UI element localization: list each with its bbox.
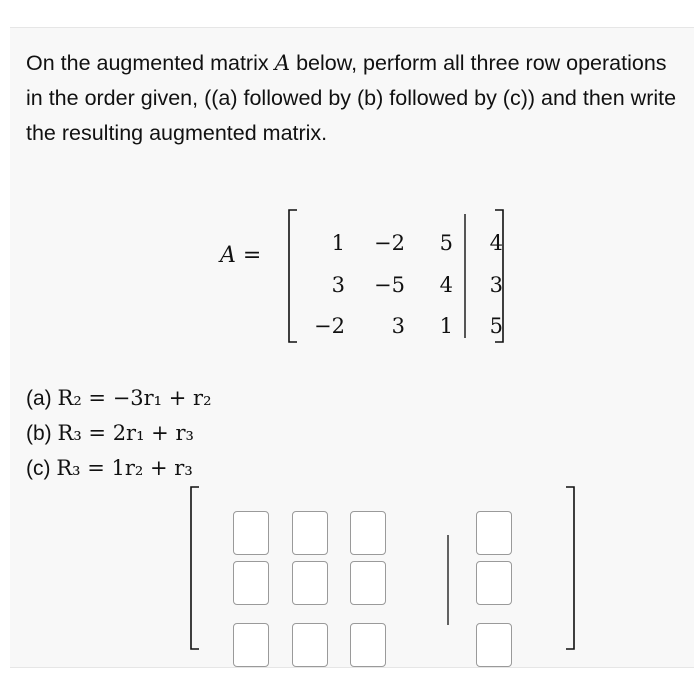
question-card — [10, 27, 694, 668]
matrix-cell: 4 — [439, 273, 453, 297]
matrix-cell: 3 — [391, 314, 405, 338]
answer-input-r3-c2[interactable] — [292, 623, 328, 667]
answer-input-r3-c4[interactable] — [476, 623, 512, 667]
row-operations — [26, 381, 212, 486]
matrix-cell: 4 — [489, 231, 503, 255]
operation-expr: R₃ = 1r₂ + r₃ — [56, 456, 193, 480]
operation-expr: R₃ = 2r₁ + r₃ — [57, 421, 194, 445]
operation-expr: R₂ = −3r₁ + r₂ — [57, 386, 212, 410]
augmented-matrix — [287, 208, 507, 344]
answer-input-r1-c4[interactable] — [476, 511, 512, 555]
answer-input-r1-c1[interactable] — [233, 511, 269, 555]
answer-input-r1-c3[interactable] — [350, 511, 386, 555]
matrix-cell: 1 — [439, 314, 453, 338]
answer-input-r2-c3[interactable] — [350, 561, 386, 605]
matrix-cell: 3 — [331, 273, 345, 297]
answer-input-r2-c1[interactable] — [233, 561, 269, 605]
answer-input-r1-c2[interactable] — [292, 511, 328, 555]
matrix-cell: 5 — [489, 314, 503, 338]
operation-tag: (a) — [26, 387, 52, 410]
matrix-cell: −2 — [374, 231, 405, 255]
operation-b — [26, 416, 212, 451]
answer-input-r3-c1[interactable] — [233, 623, 269, 667]
answer-input-r3-c3[interactable] — [350, 623, 386, 667]
answer-matrix — [190, 483, 580, 653]
answer-input-r2-c4[interactable] — [476, 561, 512, 605]
operation-tag: (b) — [26, 422, 52, 445]
question-text-part1: On the augmented matrix — [26, 51, 275, 75]
operation-tag: (c) — [26, 457, 51, 480]
operation-c — [26, 451, 212, 486]
matrix-cell: 1 — [331, 231, 345, 255]
question-text — [26, 46, 686, 151]
matrix-cell: 3 — [489, 273, 503, 297]
matrix-cell: −5 — [374, 273, 405, 297]
answer-input-r2-c2[interactable] — [292, 561, 328, 605]
matrix-label: A = — [220, 243, 262, 268]
matrix-cell: −2 — [314, 314, 345, 338]
matrix-symbol: A — [274, 51, 291, 76]
question-text-part2: below, perform all three row operations in the order given, ((a) followed by (b) followed by (c)) and then write the resulting augmented matrix. — [26, 51, 677, 145]
matrix-cell: 5 — [439, 231, 453, 255]
operation-a — [26, 381, 212, 416]
